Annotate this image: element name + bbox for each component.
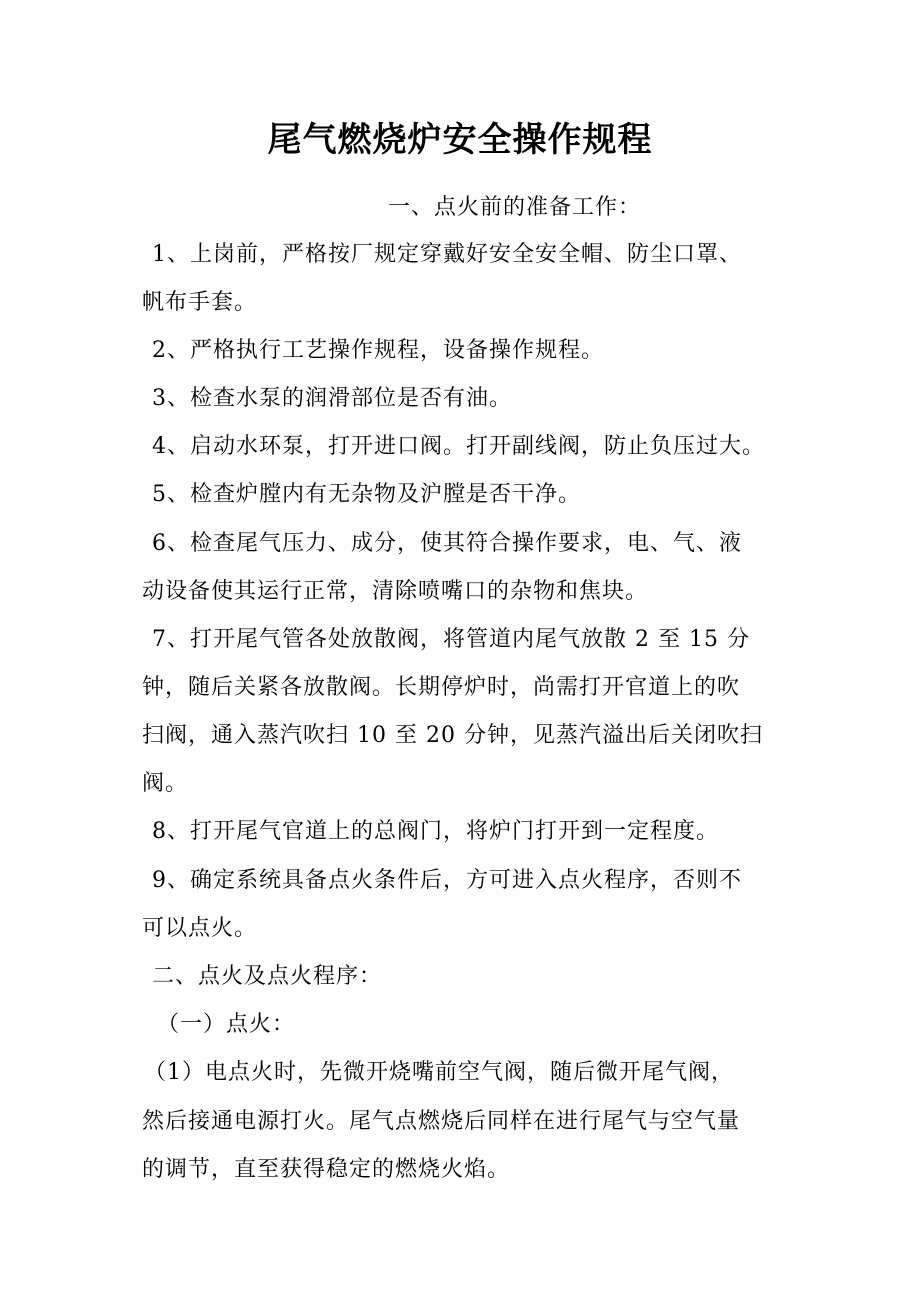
paragraph-1-line-3: 的调节，直至获得稳定的燃烧火焰。 bbox=[142, 1157, 511, 1182]
item-6-line-2: 动设备使其运行正常，清除喷嘴口的杂物和焦块。 bbox=[142, 579, 649, 604]
item-7-line-2: 钟，随后关紧各放散阀。长期停炉时，尚需打开官道上的吹 bbox=[142, 675, 741, 700]
item-1-line-2: 帆布手套。 bbox=[142, 290, 258, 315]
item-4: 4、启动水环泵，打开进口阀。打开副线阀，防止负压过大。 bbox=[152, 434, 765, 459]
item-7-line-4: 阀。 bbox=[142, 771, 189, 796]
paragraph-1-line-1: （1）电点火时，先微开烧嘴前空气阀，随后微开尾气阀， bbox=[144, 1060, 734, 1085]
document-title: 尾气燃烧炉安全操作规程 bbox=[267, 120, 653, 160]
item-7-line-3: 扫阀，通入蒸汽吹扫 10 至 20 分钟，见蒸汽溢出后关闭吹扫 bbox=[142, 723, 763, 748]
subsection-heading-ignition: （一）点火： bbox=[157, 1012, 296, 1037]
item-1-line-1: 1、上岗前，严格按厂规定穿戴好安全安全帽、防尘口罩、 bbox=[152, 242, 742, 267]
item-8: 8、打开尾气官道上的总阀门，将炉门打开到一定程度。 bbox=[152, 819, 719, 844]
paragraph-1-line-2: 然后接通电源打火。尾气点燃烧后同样在进行尾气与空气量 bbox=[142, 1109, 741, 1134]
item-7-line-1: 7、打开尾气管各处放散阀，将管道内尾气放散 2 至 15 分 bbox=[152, 627, 750, 652]
item-9-line-1: 9、确定系统具备点火条件后，方可进入点火程序，否则不 bbox=[152, 868, 742, 893]
section-heading-preparation: 一、点火前的准备工作： bbox=[388, 195, 642, 220]
item-6-line-1: 6、检查尾气压力、成分，使其符合操作要求，电、气、液 bbox=[152, 531, 742, 556]
item-2: 2、严格执行工艺操作规程，设备操作规程。 bbox=[152, 338, 604, 363]
section-heading-ignition: 二、点火及点火程序： bbox=[152, 964, 383, 989]
item-9-line-2: 可以点火。 bbox=[142, 916, 258, 941]
item-3: 3、检查水泵的润滑部位是否有油。 bbox=[152, 386, 512, 411]
item-5: 5、检查炉膛内有无杂物及沪膛是否干净。 bbox=[152, 482, 581, 507]
